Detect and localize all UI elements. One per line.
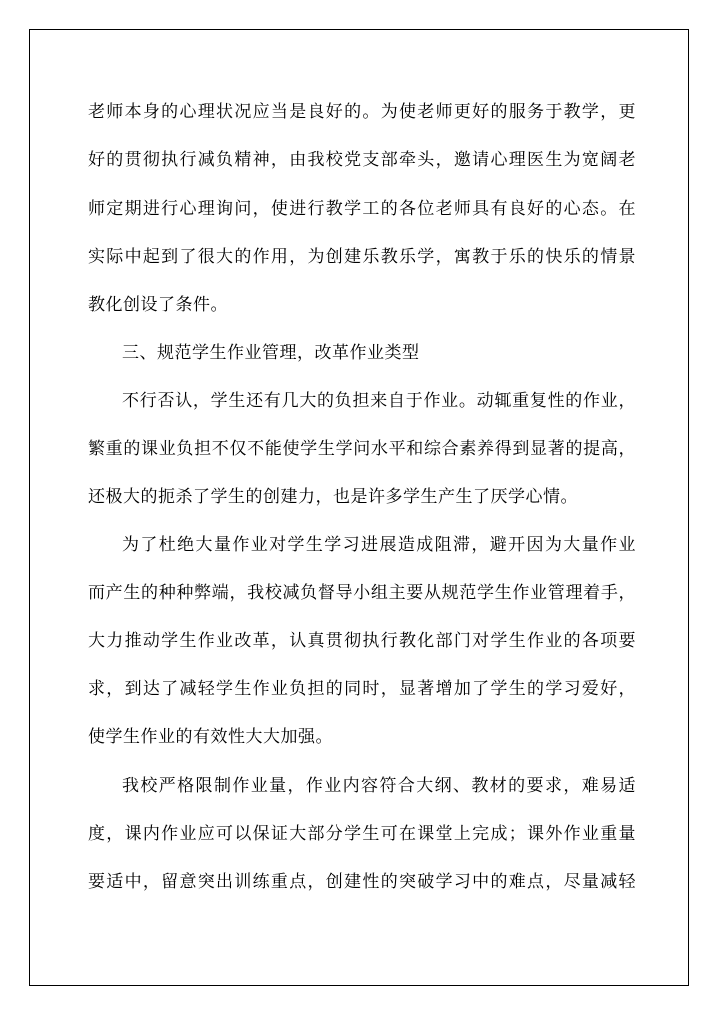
text-line: 使学生作业的有效性大大加强。 xyxy=(88,727,333,747)
text-line: 而产生的种种弊端，我校减负督导小组主要从规范学生作业管理着手， xyxy=(88,583,636,603)
text-line: 度，课内作业应可以保证大部分学生可在课堂上完成；课外作业重量 xyxy=(88,824,636,844)
section-heading: 三、规范学生作业管理，改革作业类型 xyxy=(122,343,420,363)
text-line: 教化创设了条件。 xyxy=(88,295,228,315)
text-line: 要适中，留意突出训练重点，创建性的突破学习中的难点，尽量减轻 xyxy=(88,872,636,892)
text-line: 求，到达了减轻学生作业负担的同时，显著增加了学生的学习爱好， xyxy=(88,679,636,699)
text-line: 为了杜绝大量作业对学生学习进展造成阻滞，避开因为大量作业 xyxy=(122,535,636,555)
text-line: 我校严格限制作业量，作业内容符合大纲、教材的要求，难易适 xyxy=(122,776,636,796)
text-line: 不行否认，学生还有几大的负担来自于作业。动辄重复性的作业， xyxy=(122,391,636,411)
text-line: 好的贯彻执行减负精神，由我校党支部牵头，邀请心理医生为宽阔老 xyxy=(88,150,636,170)
text-line: 老师本身的心理状况应当是良好的。为使老师更好的服务于教学，更 xyxy=(88,102,636,122)
text-line: 还极大的扼杀了学生的创建力，也是许多学生产生了厌学心情。 xyxy=(88,487,578,507)
text-line: 繁重的课业负担不仅不能使学生学问水平和综合素养得到显著的提高， xyxy=(88,439,636,459)
text-line: 大力推动学生作业改革，认真贯彻执行教化部门对学生作业的各项要 xyxy=(88,631,636,651)
text-line: 实际中起到了很大的作用，为创建乐教乐学，寓教于乐的快乐的情景 xyxy=(88,247,636,267)
text-line: 师定期进行心理询问，使进行教学工的各位老师具有良好的心态。在 xyxy=(88,199,636,219)
